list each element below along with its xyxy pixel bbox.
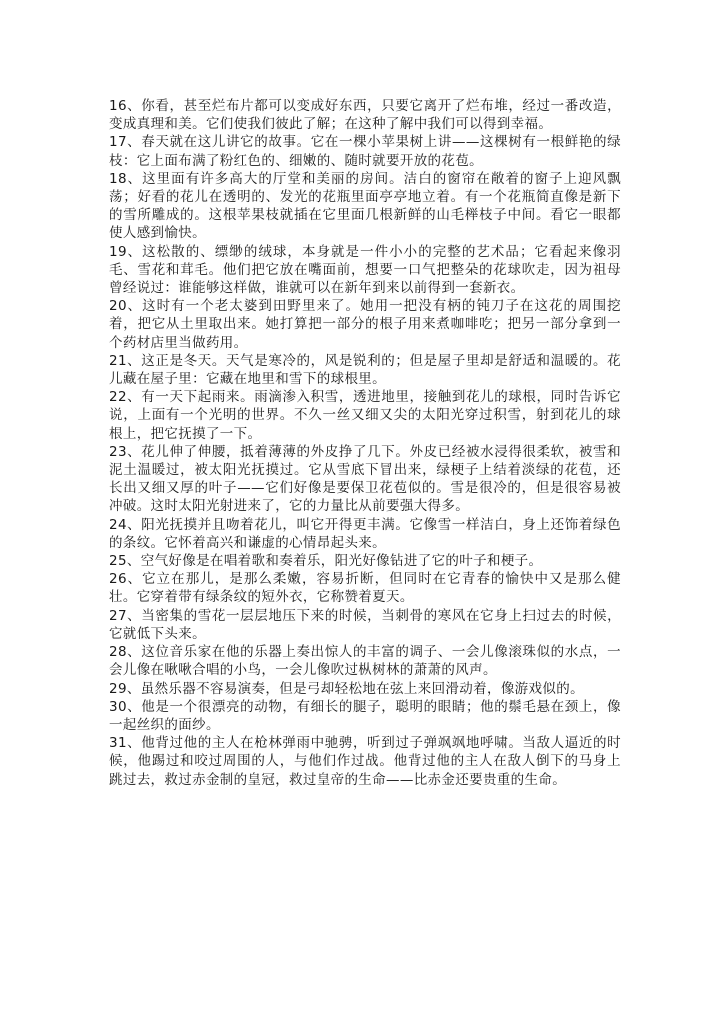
paragraph-18: 18、这里面有许多高大的厅堂和美丽的房间。洁白的窗帘在敞着的窗子上迎风飘荡；好看的花儿在透明的、发光的花瓶里面亭亭地立着。有一个花瓶简直像是新下的雪所雕成的。这根苹果枝就插在它里面几根新鲜的山毛榉枝子中间。看它一眼都使人感到愉快。	[109, 170, 621, 242]
paragraph-20: 20、这时有一个老太婆到田野里来了。她用一把没有柄的钝刀子在这花的周围挖着，把它从土里取出来。她打算把一部分的根子用来煮咖啡吃；把另一部分拿到一个药材店里当做药用。	[109, 298, 621, 351]
paragraph-24: 24、阳光抚摸并且吻着花儿，叫它开得更丰满。它像雪一样洁白，身上还饰着绿色的条纹。它怀着高兴和谦虚的心情昂起头来。	[109, 516, 621, 551]
paragraph-23: 23、花儿伸了伸腰，抵着薄薄的外皮挣了几下。外皮已经被水浸得很柔软，被雪和泥土温暖过，被太阳光抚摸过。它从雪底下冒出来，绿梗子上结着淡绿的花苞，还长出又细又厚的叶子——它们好像是要保卫花苞似的。雪是很冷的，但是很容易被冲破。这时太阳光射进来了，它的力量比从前要强大得多。	[109, 443, 621, 515]
paragraph-31: 31、他背过他的主人在枪林弹雨中驰骋，听到过子弹飒飒地呼啸。当敌人逼近的时候，他踢过和咬过周围的人，与他们作过战。他背过他的主人在敌人倒下的马身上跳过去，救过赤金制的皇冠，救过皇帝的生命——比赤金还要贵重的生命。	[109, 735, 621, 788]
paragraph-26: 26、它立在那儿，是那么柔嫩，容易折断，但同时在它青春的愉快中又是那么健壮。它穿着带有绿条纹的短外衣，它称赞着夏天。	[109, 571, 621, 606]
paragraph-19: 19、这松散的、缥缈的绒球，本身就是一件小小的完整的艺术品；它看起来像羽毛、雪花和茸毛。他们把它放在嘴面前，想要一口气把整朵的花球吹走，因为祖母曾经说过：谁能够这样做，谁就可以在新年到来以前得到一套新衣。	[109, 243, 621, 297]
paragraph-17: 17、春天就在这儿讲它的故事。它在一棵小苹果树上讲——这棵树有一根鲜艳的绿枝：它上面布满了粉红色的、细嫩的、随时就要开放的花苞。	[109, 134, 621, 169]
document-page	[109, 97, 621, 789]
paragraph-22: 22、有一天下起雨来。雨滴渗入积雪，透进地里，接触到花儿的球根，同时告诉它说，上面有一个光明的世界。不久一丝又细又尖的太阳光穿过积雪，射到花儿的球根上，把它抚摸了一下。	[109, 389, 621, 442]
paragraph-25: 25、空气好像是在唱着歌和奏着乐，阳光好像钻进了它的叶子和梗子。	[109, 553, 543, 570]
paragraph-21: 21、这正是冬天。天气是寒冷的，风是锐利的；但是屋子里却是舒适和温暖的。花儿藏在屋子里：它藏在地里和雪下的球根里。	[109, 352, 621, 388]
paragraph-16: 16、你看，甚至烂布片都可以变成好东西，只要它离开了烂布堆，经过一番改造，变成真理和美。它们使我们彼此了解；在这种了解中我们可以得到幸福。	[109, 98, 621, 133]
paragraph-28: 28、这位音乐家在他的乐器上奏出惊人的丰富的调子、一会儿像滚珠似的水点，一会儿像在啾啾合唱的小鸟，一会儿像吹过枞树林的萧萧的风声。	[109, 644, 621, 679]
paragraph-27: 27、当密集的雪花一层层地压下来的时候，当刺骨的寒风在它身上扫过去的时候，它就低下头来。	[109, 607, 621, 642]
paragraph-29: 29、虽然乐器不容易演奏，但是弓却轻松地在弦上来回滑动着，像游戏似的。	[109, 680, 584, 697]
paragraph-30: 30、他是一个很漂亮的动物，有细长的腿子，聪明的眼睛；他的鬃毛悬在颈上，像一起丝织的面纱。	[109, 698, 621, 733]
